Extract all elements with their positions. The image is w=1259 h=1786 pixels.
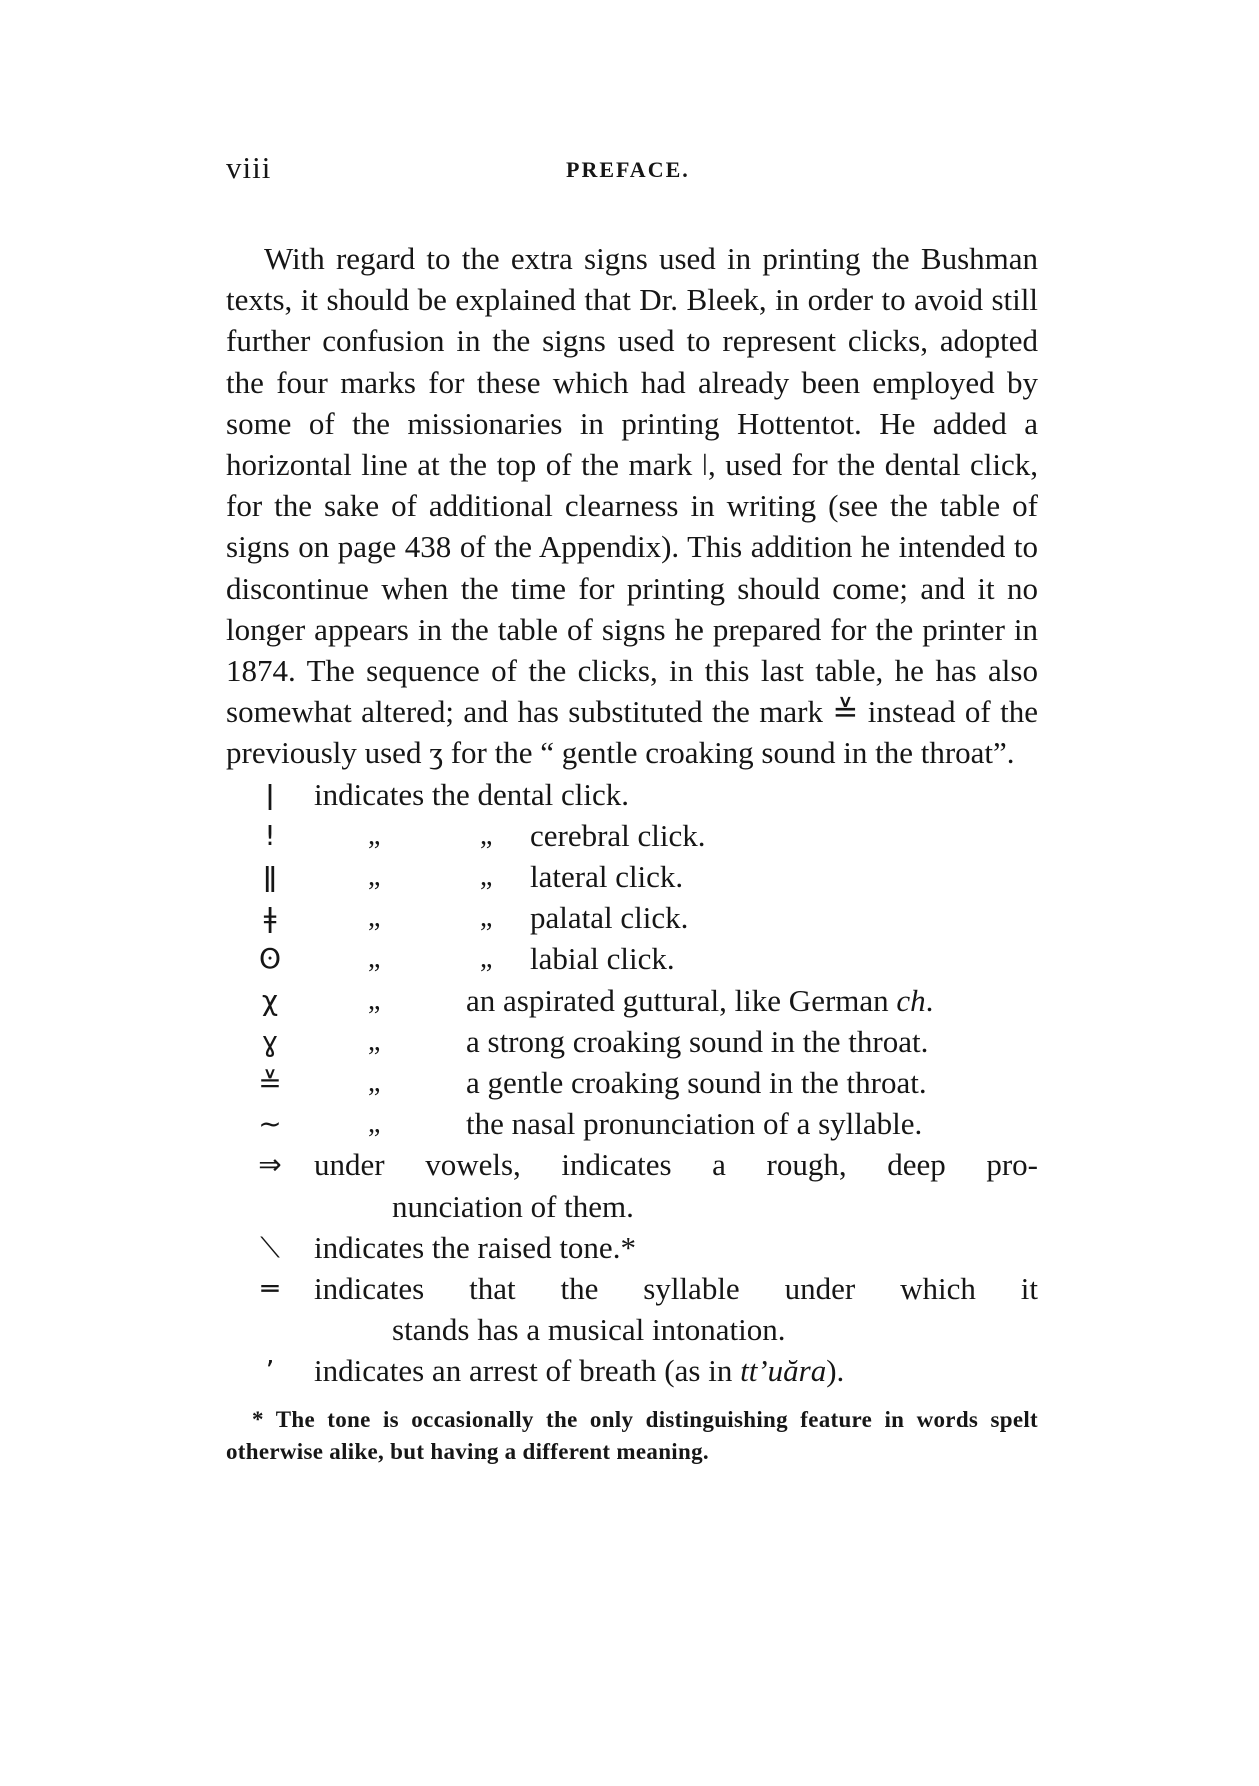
gentle-croak-label: a gentle croaking sound in the throat.: [466, 1064, 927, 1100]
lateral-click-symbol: ǁ: [263, 860, 277, 894]
ditto-mark: „: [368, 819, 381, 851]
dental-click-label: indicates the dental click.: [314, 776, 630, 812]
dental-click-symbol: ǀ: [265, 777, 275, 811]
guttural-symbol: χ: [261, 983, 279, 1017]
rough-pronunciation-line2: nunciation of them.: [392, 1188, 634, 1224]
sign-row-palatal: [226, 897, 1038, 938]
sign-row-guttural: [226, 980, 1038, 1021]
arrest-label-italic: tt’uăra: [740, 1353, 827, 1389]
arrest-label-prefix: indicates an arrest of breath (as in: [314, 1353, 741, 1389]
sign-row-cerebral: [226, 815, 1038, 856]
cerebral-click-label: cerebral click.: [530, 817, 706, 853]
musical-intonation-symbol: ═: [261, 1271, 279, 1305]
signs-table: [226, 774, 1038, 1392]
page-number: viii: [226, 150, 272, 185]
page-header: [226, 150, 1038, 198]
musical-intonation-line2: stands has a musical intonation.: [392, 1312, 786, 1348]
ditto-mark: „: [480, 819, 493, 851]
sign-row-gentle-croak: [226, 1062, 1038, 1103]
ditto-mark: „: [368, 943, 381, 975]
strong-croak-symbol: ɣ: [261, 1024, 279, 1058]
guttural-label-suffix: .: [925, 982, 934, 1018]
ditto-mark: „: [368, 902, 381, 934]
sign-row-arrest: [226, 1350, 1038, 1391]
labial-click-label: labial click.: [530, 941, 675, 977]
ditto-mark: „: [368, 861, 381, 893]
guttural-label-prefix: an aspirated guttural, like German: [466, 982, 897, 1018]
palatal-click-symbol: ǂ: [263, 901, 277, 935]
cerebral-click-symbol: !: [264, 818, 276, 852]
labial-click-symbol: ʘ: [258, 942, 282, 976]
raised-tone-symbol: ⟍: [260, 1230, 280, 1264]
sign-row-nasal: [226, 1103, 1038, 1144]
arrest-label-suffix: ).: [826, 1353, 845, 1389]
ditto-mark: „: [368, 1066, 381, 1098]
running-head: PREFACE.: [566, 157, 690, 182]
ditto-mark: „: [368, 984, 381, 1016]
page: [226, 150, 1038, 1491]
sign-row-raised-tone: [226, 1227, 1038, 1268]
ditto-mark: „: [368, 1025, 381, 1057]
nasal-symbol: ~: [258, 1107, 282, 1141]
rough-pronunciation-line1: under vowels, indicates a rough, deep pro-: [314, 1147, 1038, 1183]
sign-row-lateral: [226, 856, 1038, 897]
ditto-mark: „: [480, 861, 493, 893]
palatal-click-label: palatal click.: [530, 900, 689, 936]
sign-row-rough: [226, 1144, 1038, 1226]
gentle-croak-symbol: ≚: [258, 1065, 282, 1099]
musical-intonation-line1: indicates that the syllable under which it: [314, 1270, 1038, 1306]
guttural-label: [466, 980, 933, 1021]
nasal-label: the nasal pronunciation of a syllable.: [466, 1106, 923, 1142]
rough-pronunciation-symbol: ⇒: [258, 1148, 282, 1182]
sign-row-strong-croak: [226, 1021, 1038, 1062]
sign-row-musical: [226, 1268, 1038, 1350]
arrest-of-breath-label: [314, 1350, 844, 1391]
strong-croak-label: a strong croaking sound in the throat.: [466, 1023, 929, 1059]
lateral-click-label: lateral click.: [530, 859, 684, 895]
guttural-label-italic: ch: [896, 982, 926, 1018]
raised-tone-label: indicates the raised tone.*: [314, 1229, 636, 1265]
preface-paragraph: With regard to the extra signs used in printing the Bushman texts, it should be explained that Dr. Bleek, in order to avoid still further confusion in the signs used to represent clicks, adopted the four marks for these which had already been employed by some of the missionaries in printing Hottentot. He added a horizontal line at the top of the mark ǀ, used for the dental click, for the sake of additional clearness in writing (see the table of signs on page 438 of the Appendix). This addition he intended to discontinue when the time for printing should come; and it no longer appears in the table of signs he prepared for the printer in 1874. The sequence of the clicks, in this last table, he has also somewhat altered; and has substituted the mark ≚ instead of the previously used ʒ for the “ gentle croaking sound in the throat”.: [226, 241, 1038, 771]
footnote: * The tone is occasionally the only distinguishing feature in words spelt otherwise alike, but having a different meaning.: [226, 1406, 1038, 1464]
sign-row-labial: [226, 938, 1038, 979]
ditto-mark: „: [480, 943, 493, 975]
arrest-of-breath-symbol: ’: [265, 1354, 275, 1388]
sign-row-dental: [226, 774, 1038, 815]
ditto-mark: „: [480, 902, 493, 934]
ditto-mark: „: [368, 1108, 381, 1140]
